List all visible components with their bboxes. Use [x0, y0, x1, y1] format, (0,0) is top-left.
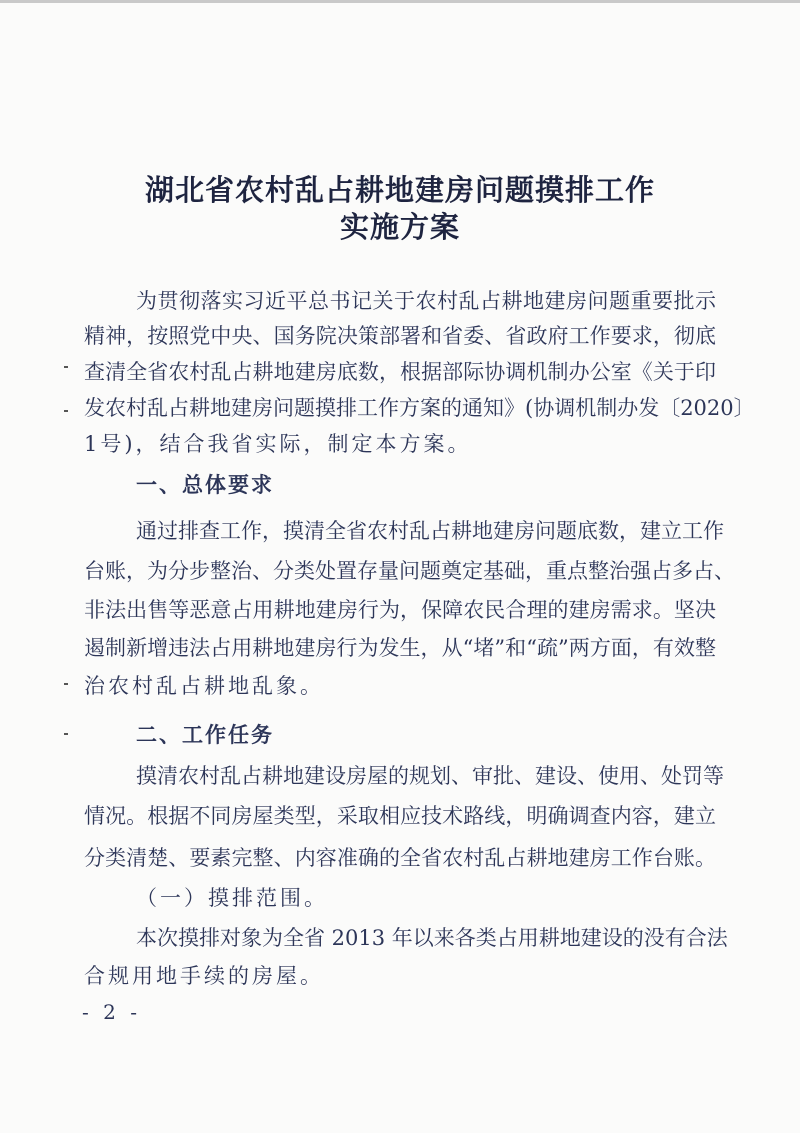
paragraph-line: 查清全省农村乱占耕地建房底数，根据部际协调机制办公室《关于印: [84, 360, 716, 384]
paragraph-line: 摸清农村乱占耕地建设房屋的规划、审批、建设、使用、处罚等: [136, 764, 724, 788]
document-title: 湖北省农村乱占耕地建房问题摸排工作: [144, 173, 655, 207]
section-heading: 二、工作任务: [136, 722, 274, 747]
document-title-line2: 实施方案: [339, 210, 460, 244]
scan-mark: [64, 683, 68, 685]
scan-mark: [64, 410, 68, 412]
scan-edge: [0, 0, 800, 3]
paragraph-line: 非法出售等恶意占用耕地建房行为，保障农民合理的建房需求。坚决: [84, 598, 716, 622]
paragraph-line: 为贯彻落实习近平总书记关于农村乱占耕地建房问题重要批示: [136, 289, 716, 313]
paragraph-line: 分类清楚、要素完整、内容准确的全省农村乱占耕地建房工作台账。: [84, 846, 716, 870]
paragraph-line: 情况。根据不同房屋类型，采取相应技术路线，明确调查内容，建立: [84, 804, 716, 828]
paragraph-line: 治农村乱占耕地乱象。: [84, 674, 324, 698]
paragraph-line: 合规用地手续的房屋。: [84, 964, 324, 988]
paragraph-line: 精神，按照党中央、国务院决策部署和省委、省政府工作要求，彻底: [84, 324, 716, 348]
page-number: - 2 -: [82, 1000, 141, 1024]
subsection-heading: （一）摸排范围。: [136, 886, 328, 910]
paragraph-line: 发农村乱占耕地建房问题摸排工作方案的通知》(协调机制办发〔2020〕: [84, 396, 755, 420]
scan-mark: [64, 733, 68, 735]
paragraph-line: 通过排查工作，摸清全省农村乱占耕地建房问题底数，建立工作: [136, 519, 724, 543]
paragraph-line: 1号)，结合我省实际，制定本方案。: [84, 432, 472, 456]
paragraph-line: 台账，为分步整治、分类处置存量问题奠定基础，重点整治强占多占、: [84, 559, 735, 583]
paragraph-line: 遏制新增违法占用耕地建房行为发生，从“堵”和“疏”两方面，有效整: [84, 636, 716, 660]
section-heading: 一、总体要求: [136, 472, 274, 497]
scan-mark: [64, 366, 68, 368]
paragraph-line: 本次摸排对象为全省 2013 年以来各类占用耕地建设的没有合法: [136, 926, 728, 950]
